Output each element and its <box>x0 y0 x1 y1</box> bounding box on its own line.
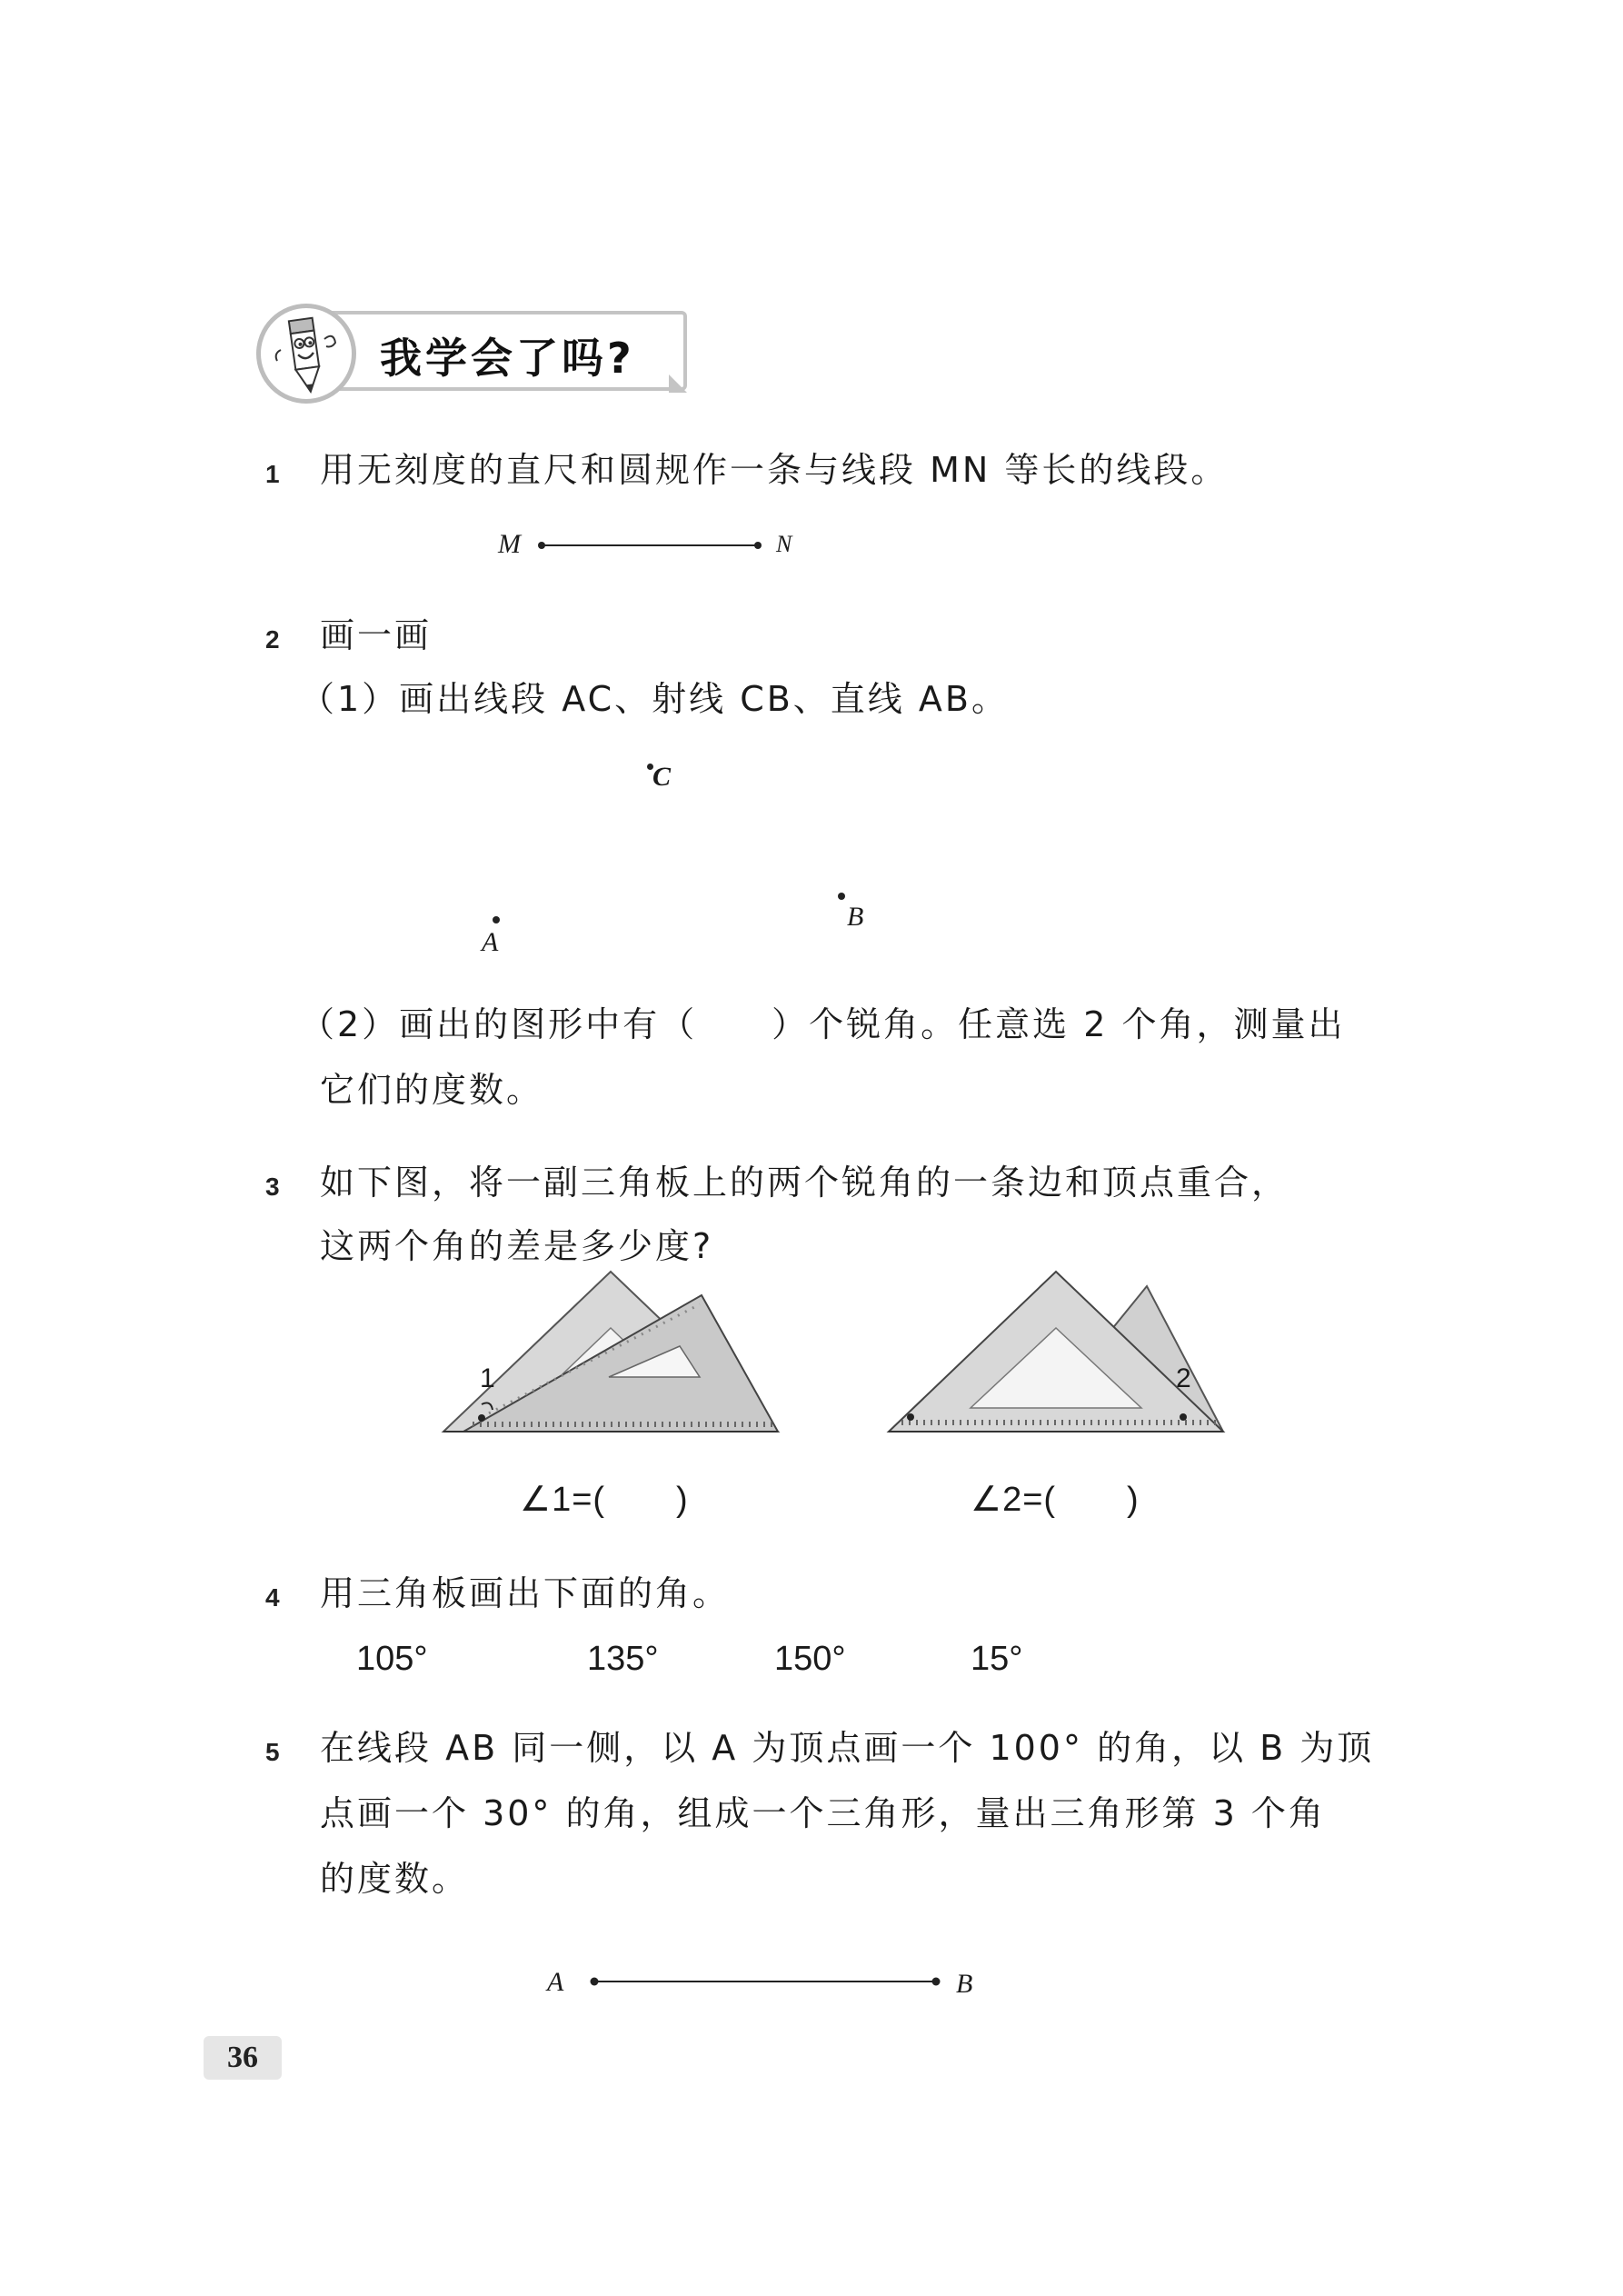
q2-number: 2 <box>265 625 280 654</box>
q2-part2-line2: 它们的度数。 <box>320 1070 544 1110</box>
q5-point-b-label: B <box>956 1969 973 1999</box>
pencil-mascot-icon <box>261 308 352 399</box>
segment-mn <box>527 536 772 554</box>
q4-angle-4: 15° <box>971 1640 1023 1678</box>
q1-point-n-label: N <box>776 531 792 557</box>
q1-text: 用无刻度的直尺和圆规作一条与线段 MN 等长的线段。 <box>320 450 1229 490</box>
angle-1-label: 1 <box>480 1363 495 1393</box>
q5-line2: 点画一个 30° 的角，组成一个三角形，量出三角形第 3 个角 <box>320 1793 1326 1833</box>
angle-2-label: 2 <box>1176 1363 1191 1393</box>
pencil-mascot-badge <box>256 304 356 404</box>
q4-angle-1: 105° <box>356 1640 428 1678</box>
segment-b-dot <box>932 1978 941 1986</box>
set-squares-figure-2 <box>883 1268 1229 1441</box>
set-squares-figure-1 <box>436 1268 782 1441</box>
q4-text: 用三角板画出下面的角。 <box>320 1573 731 1613</box>
q5-point-a-label: A <box>547 1967 564 1997</box>
point-b-label: B <box>847 902 864 932</box>
point-n-dot <box>754 542 762 549</box>
badge-corner-fold <box>669 374 687 393</box>
page-number: 36 <box>204 2036 282 2080</box>
q2-part1-text: （1）画出线段 AC、射线 CB、直线 AB。 <box>300 679 1009 719</box>
q5-line1: 在线段 AB 同一侧，以 A 为顶点画一个 100° 的角，以 B 为顶 <box>320 1728 1375 1768</box>
q3-answer-1: ∠1=( ) <box>520 1481 689 1519</box>
point-m-dot <box>538 542 545 549</box>
q1-number: 1 <box>265 460 280 488</box>
q5-number: 5 <box>265 1738 280 1766</box>
point-b-dot <box>838 893 845 900</box>
q5-line3: 的度数。 <box>320 1859 470 1899</box>
point-a-dot <box>493 916 500 923</box>
q4-angle-2: 135° <box>587 1640 659 1678</box>
point-a-label: A <box>482 927 499 957</box>
q4-number: 4 <box>265 1583 280 1612</box>
q4-angle-3: 150° <box>774 1640 846 1678</box>
segment-ab <box>582 1972 949 1991</box>
q3-line2: 这两个角的差是多少度? <box>320 1226 714 1266</box>
q2-title: 画一画 <box>320 615 433 655</box>
section-title: 我学会了吗? <box>380 334 635 383</box>
segment-a-dot <box>591 1978 599 1986</box>
q3-number: 3 <box>265 1173 280 1201</box>
q3-line1: 如下图，将一副三角板上的两个锐角的一条边和顶点重合， <box>320 1163 1289 1203</box>
q1-point-m-label: M <box>498 529 521 559</box>
q3-answer-2: ∠2=( ) <box>971 1481 1140 1519</box>
point-c-label: C <box>652 762 672 792</box>
q2-part2-line1: （2）画出的图形中有（ ）个锐角。任意选 2 个角，测量出 <box>300 1004 1346 1044</box>
